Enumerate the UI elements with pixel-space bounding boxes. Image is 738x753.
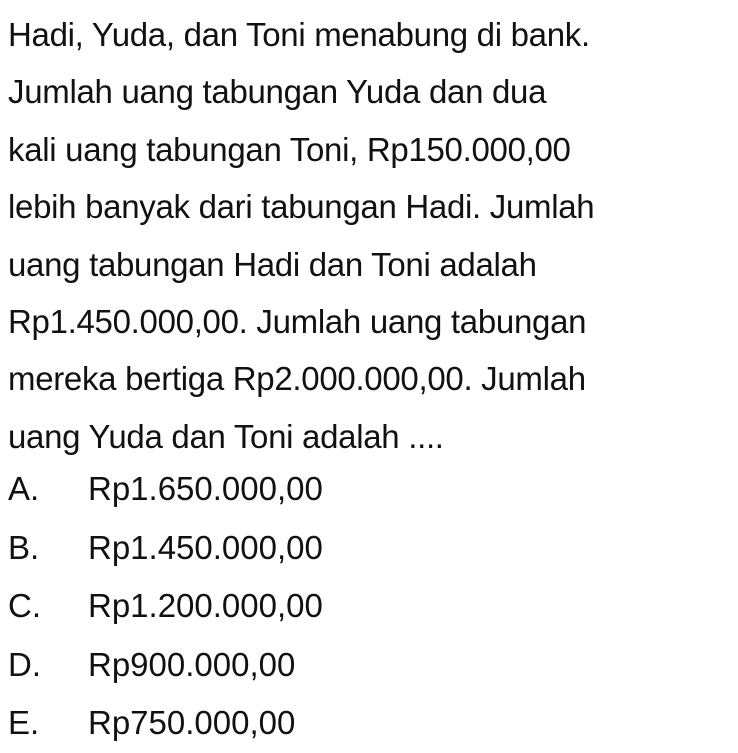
question-line: uang tabungan Hadi dan Toni adalah <box>8 245 537 283</box>
option-letter: D. <box>8 645 41 683</box>
option-letter: C. <box>8 587 41 624</box>
option-text: Rp1.650.000,00 <box>88 470 323 507</box>
question-line: lebih banyak dari tabungan Hadi. Jumlah <box>8 188 595 226</box>
option-c[interactable] <box>8 577 708 636</box>
question-line: Jumlah uang tabungan Yuda dan dua <box>8 73 547 111</box>
question-text <box>8 6 736 465</box>
question-line: Rp1.450.000,00. Jumlah uang tabungan <box>8 303 587 341</box>
option-text: Rp750.000,00 <box>88 704 296 741</box>
option-b[interactable] <box>8 519 708 578</box>
question-line: kali uang tabungan Toni, Rp150.000,00 <box>8 130 571 168</box>
option-a[interactable] <box>8 460 708 519</box>
option-letter: B. <box>8 528 40 566</box>
option-letter: A. <box>8 470 40 507</box>
option-text: Rp900.000,00 <box>88 645 296 683</box>
answer-options <box>8 460 708 753</box>
question-line: Hadi, Yuda, dan Toni menabung di bank. <box>8 16 590 53</box>
option-text: Rp1.450.000,00 <box>88 528 323 566</box>
question-line: uang Yuda dan Toni adalah .... <box>8 417 444 455</box>
option-text: Rp1.200.000,00 <box>88 587 323 624</box>
option-letter: E. <box>8 704 40 741</box>
option-d[interactable] <box>8 636 708 695</box>
option-e[interactable] <box>8 694 708 753</box>
question-line: mereka bertiga Rp2.000.000,00. Jumlah <box>8 360 586 398</box>
